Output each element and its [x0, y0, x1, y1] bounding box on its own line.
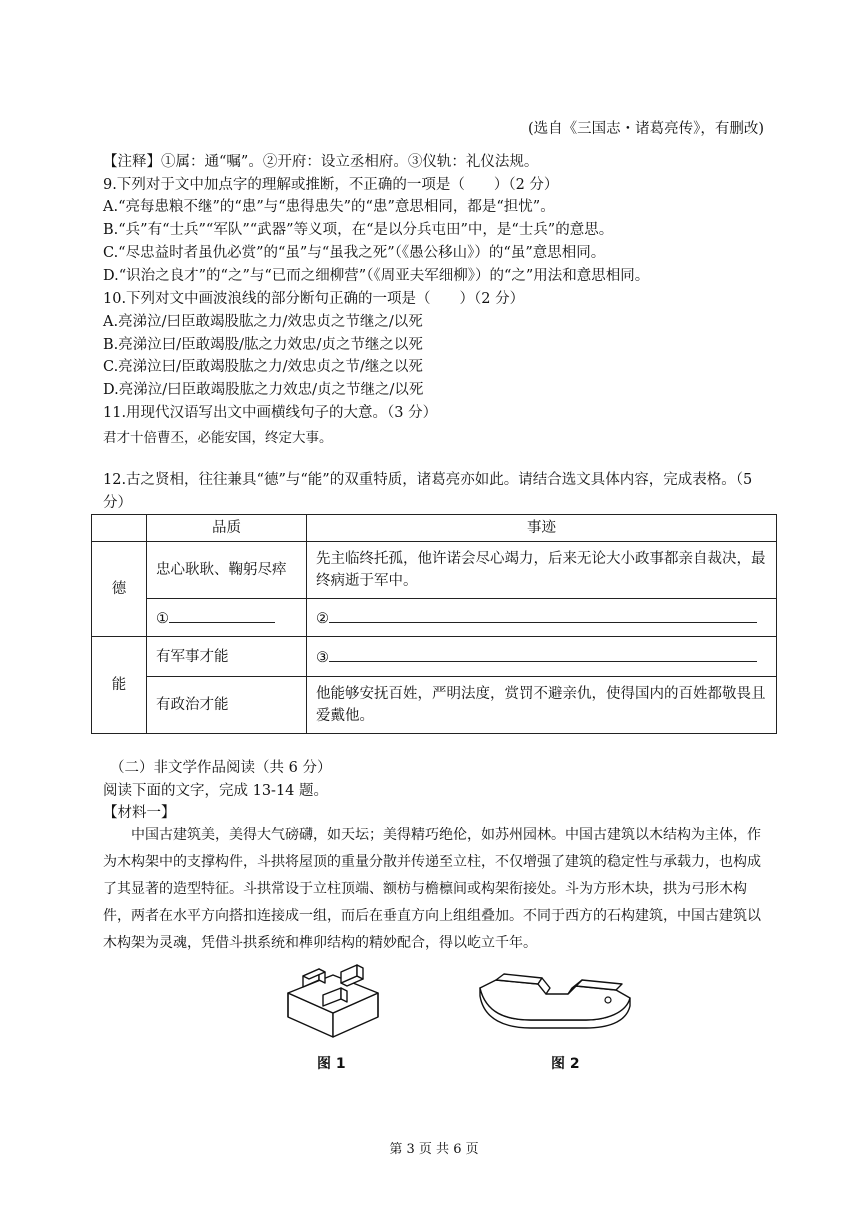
- gong-bracket-figure: [476, 968, 634, 1030]
- table-cell-deeds: 他能够安抚百姓，严明法度，赏罚不避亲仇，使得国内的百姓都敬畏且爱戴他。: [307, 677, 777, 734]
- reading-instruction: 阅读下面的文字，完成 13-14 题。: [103, 783, 329, 799]
- q10-option-c: C.亮涕泣曰/臣敢竭股肱之力/效忠贞之节/继之以死: [103, 359, 423, 375]
- q12-stem: 12.古之贤相，往往兼具“德”与“能”的双重特质，诸葛亮亦如此。请结合选文具体内容，完成表格。（5 分）: [103, 472, 753, 511]
- material-paragraph: 中国古建筑美，美得大气磅礴，如天坛；美得精巧绝伦，如苏州园林。中国古建筑以木结构为主体，作为木构架中的支撑构件，斗拱将屋顶的重量分散并传递至立柱，不仅增强了建筑的稳定性与承载力，也构成了其显著的造型特征。斗拱常设于立柱顶端、额枋与檐檩间或构架衔接处。斗为方形木块，拱为弓形木构件，两者在水平方向搭扣连接成一组，而后在垂直方向上组组叠加。不同于西方的石构建筑，中国古建筑以木构架为灵魂，凭借斗拱系统和榫卯结构的精妙配合，得以屹立千年。: [103, 827, 761, 951]
- answer-line: [329, 645, 757, 662]
- table-cell-quality: 有军事才能: [147, 637, 307, 677]
- section-title: （二）非文学作品阅读（共 6 分）: [110, 760, 332, 776]
- source-citation: (选自《三国志・诸葛亮传》，有删改): [527, 121, 764, 137]
- blank-quality-1[interactable]: [147, 599, 307, 637]
- blank-deeds-3[interactable]: [307, 637, 777, 677]
- q10-option-b: B.亮涕泣曰/臣敢竭股/肱之力效忠/贞之节继之以死: [103, 337, 423, 353]
- annotation-note: 【注释】①属：通“嘱”。②开府：设立丞相府。③仪轨：礼仪法规。: [103, 154, 539, 170]
- q9-option-a: A.“亮每患粮不继”的“患”与“患得患失”的“患”意思相同，都是“担忧”。: [103, 199, 555, 215]
- q9-option-c: C.“尽忠益时者虽仇必赏”的“虽”与“虽我之死”（《愚公移山》）的“虽”意思相同。: [103, 245, 606, 261]
- de-category: 德: [92, 542, 147, 637]
- blank-marker-1: ①: [156, 610, 169, 627]
- table-cell-deeds: 先主临终托孤，他许诺会尽心竭力，后来无论大小政事都亲自裁决，最终病逝于军中。: [307, 542, 777, 599]
- table-header-quality: 品质: [147, 515, 307, 542]
- answer-line: [169, 606, 275, 623]
- q9-stem: 9.下列对于文中加点字的理解或推断，不正确的一项是（ ）（2 分）: [103, 177, 559, 193]
- blank-deeds-2[interactable]: [307, 599, 777, 637]
- q10-option-d: D.亮涕泣/曰臣敢竭股肱之力效忠/贞之节继之/以死: [103, 382, 424, 398]
- q10-option-a: A.亮涕泣/曰臣敢竭股肱之力/效忠贞之节继之/以死: [103, 314, 423, 330]
- blank-marker-3: ③: [316, 649, 329, 666]
- neng-category: 能: [92, 637, 147, 734]
- figure-1-caption: 图 1: [317, 1056, 346, 1072]
- material-label: 【材料一】: [103, 805, 176, 821]
- table-cell-quality: 忠心耿耿、鞠躬尽瘁: [147, 542, 307, 599]
- figure-2-caption: 图 2: [551, 1056, 580, 1072]
- dou-block-figure: [283, 963, 383, 1045]
- table-header-empty: [92, 515, 147, 542]
- q11-handwritten-answer: 君才十倍曹丕，必能安国，终定大事。: [103, 430, 333, 446]
- table-header-deeds: 事迹: [307, 515, 777, 542]
- q10-stem: 10.下列对文中画波浪线的部分断句正确的一项是（ ）（2 分）: [103, 291, 525, 307]
- blank-marker-2: ②: [316, 610, 329, 627]
- page-footer: 第 3 页 共 6 页: [389, 1142, 479, 1157]
- q9-option-d: D.“识治之良才”的“之”与“已而之细柳营”（《周亚夫军细柳》）的“之”用法和意思相同。: [103, 268, 650, 284]
- q11-stem: 11.用现代汉语写出文中画横线句子的大意。（3 分）: [103, 405, 438, 421]
- q9-option-b: B.“兵”有“士兵”“军队”“武器”等义项，在“是以分兵屯田”中，是“士兵”的意思。: [103, 222, 614, 238]
- q12-table: [91, 514, 777, 734]
- answer-line: [329, 606, 757, 623]
- table-cell-quality: 有政治才能: [147, 677, 307, 734]
